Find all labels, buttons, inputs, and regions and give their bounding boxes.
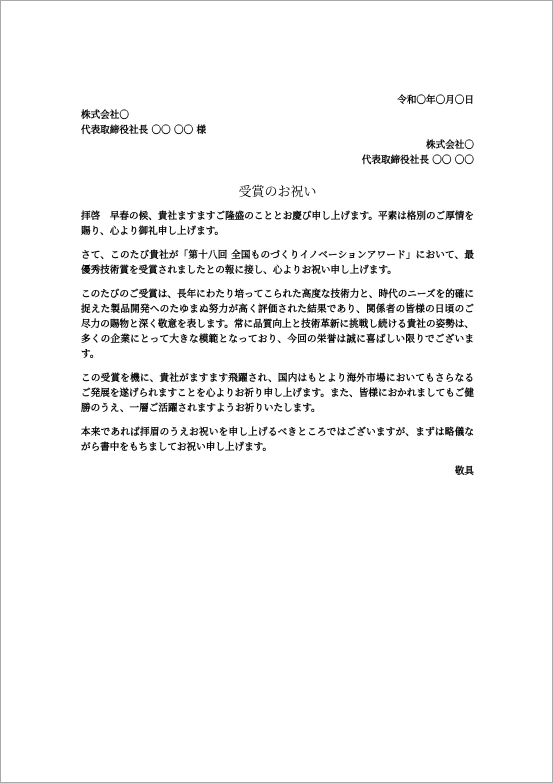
paragraph-conclusion: 本来であれば拝眉のうえお祝いを申し上げるべきところではございますが、まずは略儀ながら書中をもちましてお祝い申し上げます。 xyxy=(81,427,474,453)
paragraph-praise: このたびのご受賞は、長年にわたり培ってこられた高度な技術力と、時代のニーズを的確に捉えた製品開発へのたゆまぬ努力が高く評価された結果であり、関係者の皆様の日頃のご尽力の賜物と深く敬意を表します。常に品質向上と技術革新に挑戦し続ける貴社の姿勢は、多くの企業にとって大きな模範となっており、今回の栄誉は誠に喜ばしい限りでございます。 xyxy=(81,289,474,360)
recipient-company: 株式会社〇 xyxy=(81,110,129,121)
paragraph-greeting: 拝啓 早春の候、貴社ますますご隆盛のこととお慶び申し上げます。平素は格別のご厚情を賜り、心より御礼申し上げます。 xyxy=(81,211,474,237)
paragraph-wishes: この受賞を機に、貴社がますます飛躍され、国内はもとより海外市場においてもさらなるご発展を遂げられますことを心よりお祈り申し上げます。また、皆様におかれましてもご健勝のうえ、一層ご活躍されますようお祈りいたします。 xyxy=(81,373,474,414)
closing-word: 敬具 xyxy=(454,466,474,477)
paragraph-announcement: さて、このたび貴社が「第十八回 全国ものづくりイノベーションアワード」において、最優秀技術賞を受賞されましたとの報に接し、心よりお祝い申し上げます。 xyxy=(81,250,474,276)
letter-title: 受賞のお祝い xyxy=(238,185,317,200)
letter-date: 令和〇年〇月〇日 xyxy=(397,95,474,106)
letter-body xyxy=(81,93,474,479)
sender-company: 株式会社〇 xyxy=(426,140,474,151)
sender-name: 代表取締役社長 〇〇 〇〇 xyxy=(361,155,474,166)
recipient-name: 代表取締役社長 〇〇 〇〇 様 xyxy=(81,125,207,136)
